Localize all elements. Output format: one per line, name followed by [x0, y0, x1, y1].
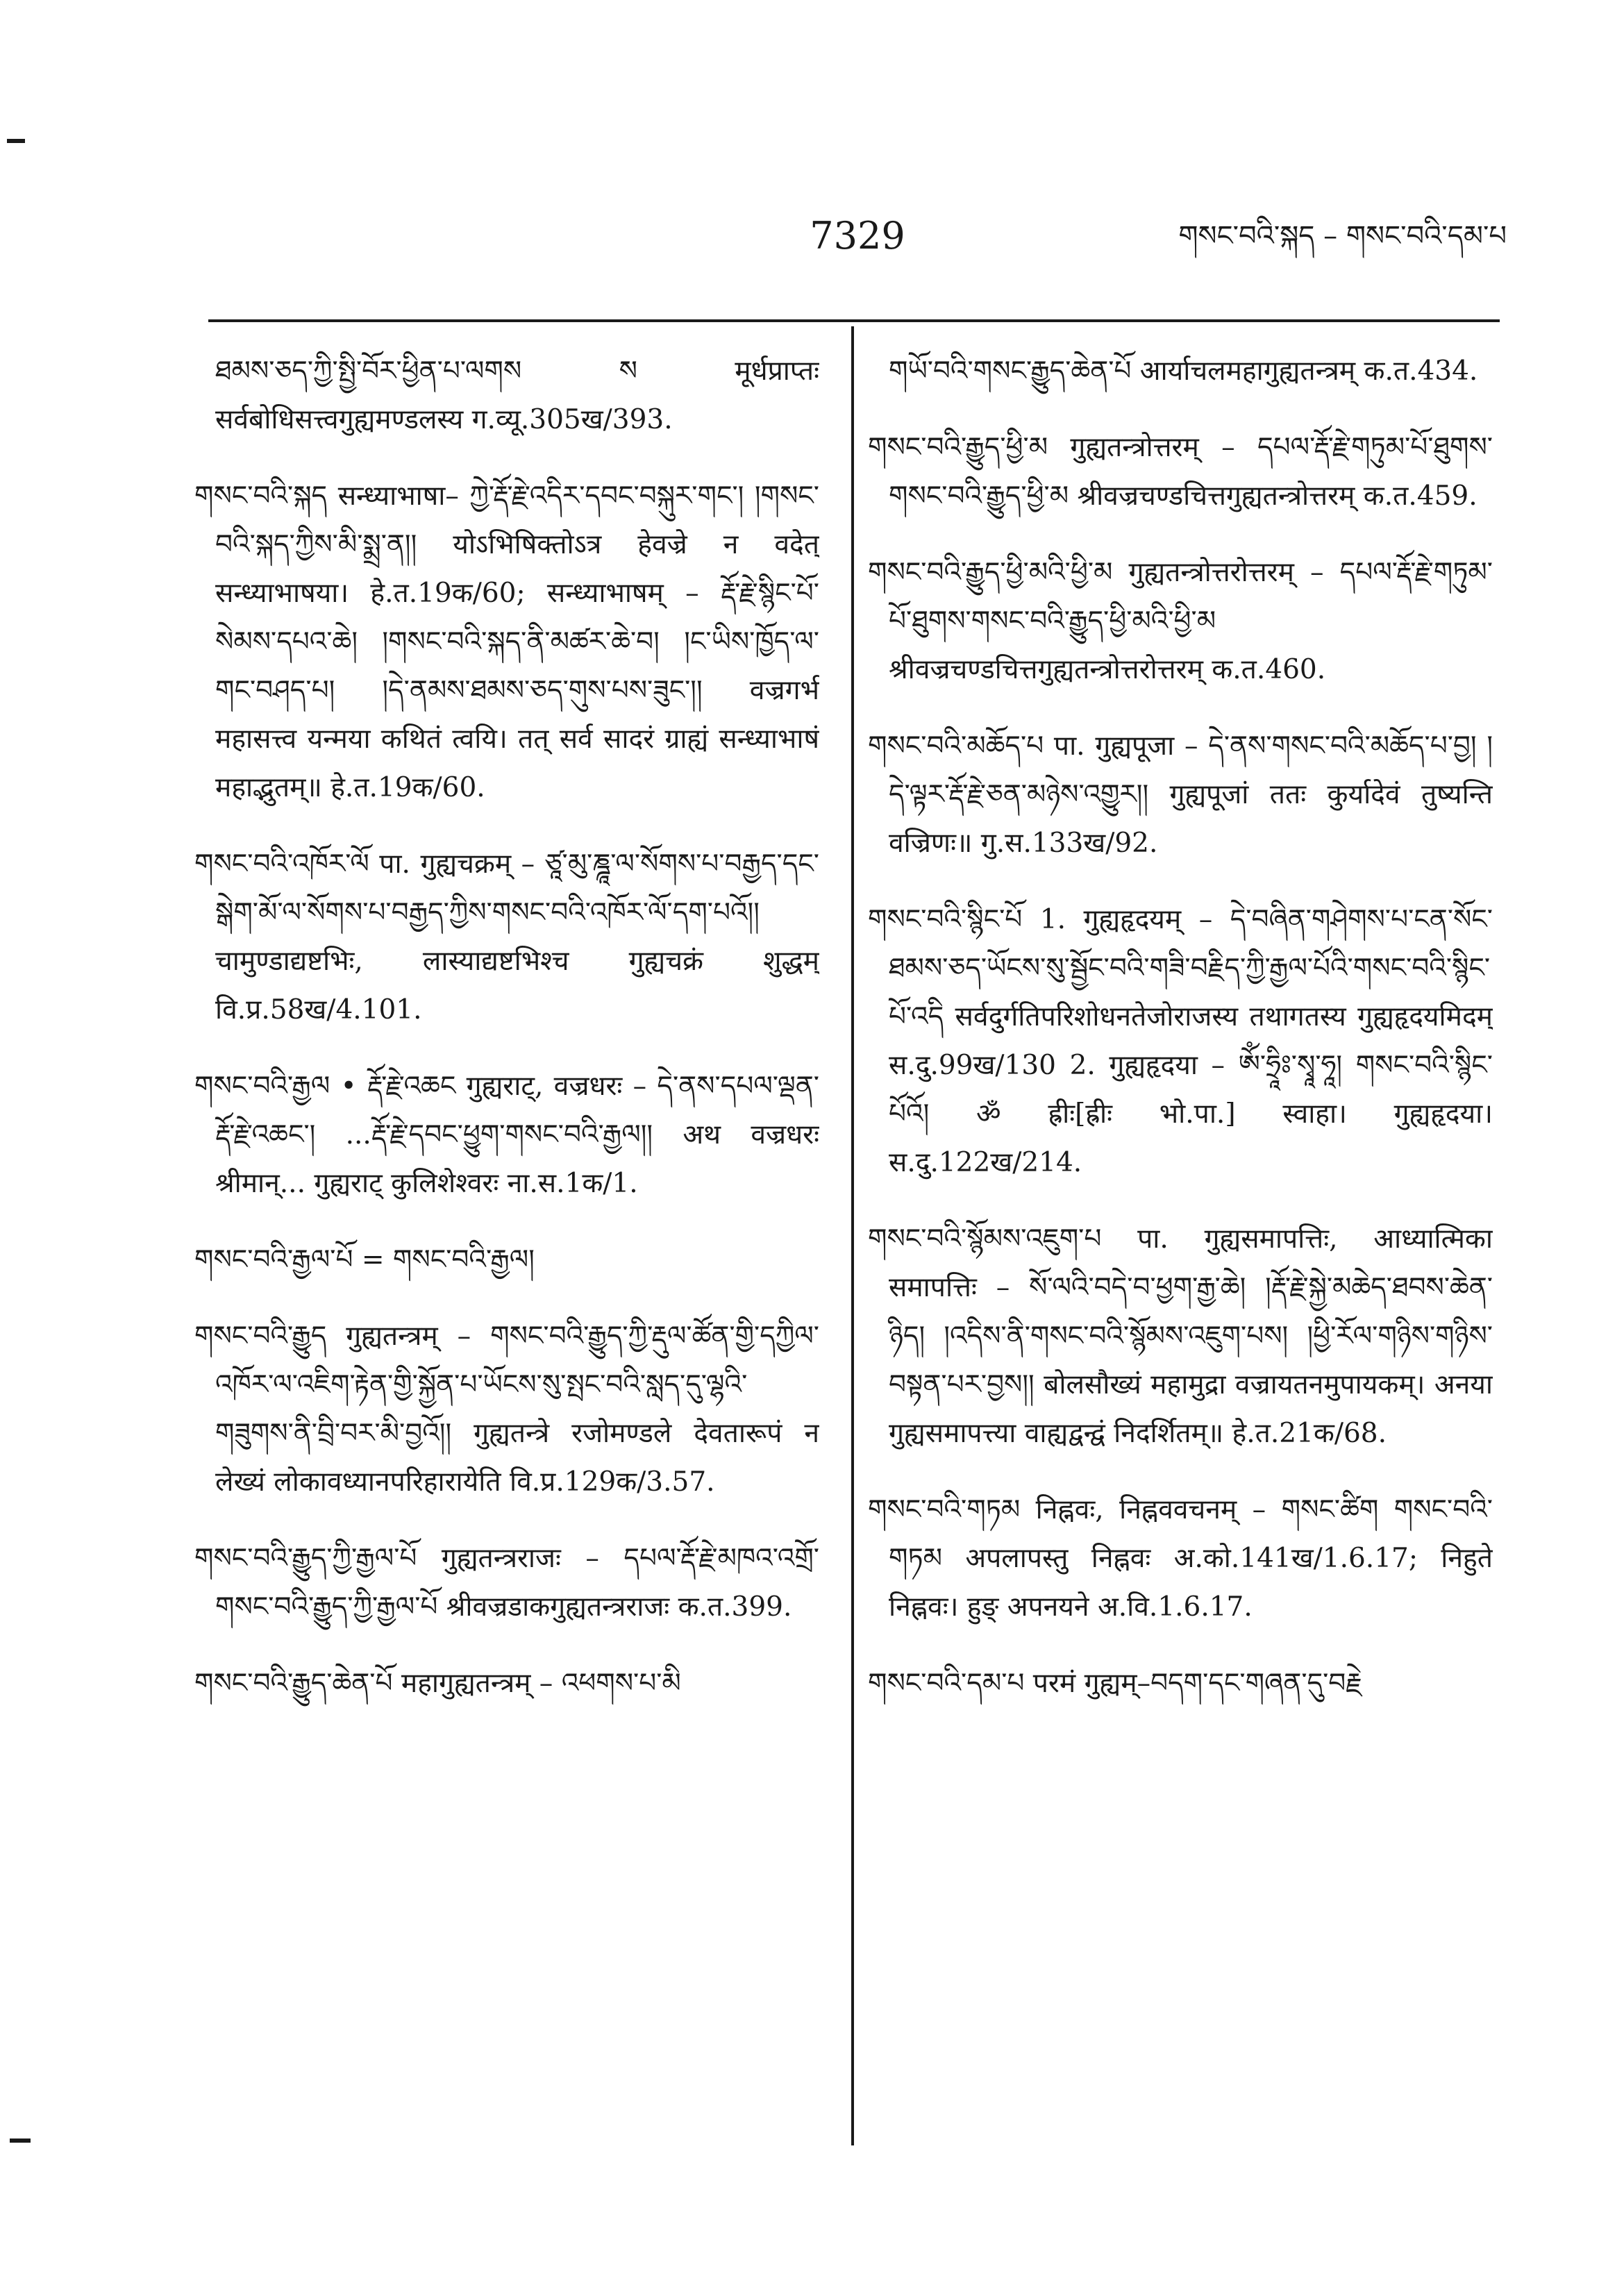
right-column: [868, 347, 1493, 2138]
dictionary-entry: ཐམས་ཅད་ཀྱི་སྤྱི་བོར་ཕྱིན་པ་ལགས ས मूर्धप्राप्तः सर्वबोधिसत्त्वगुह्यमण्डलस्य ग.व्यू.305ख/393.: [215, 355, 819, 435]
dictionary-entry: གསང་བའི་སྙོམས་འཇུག་པ पा. गुह्यसमापत्तिः, आध्यात्मिका समापत्तिः – སོ་ལའི་བདེ་བ་ཕྱག་རྒྱ་ཆེ། །རྡོ་རྗེ་སྐྱེ་མཆེད་ཐབས་ཆེན་ཉིད། །འདིས་ནི་གསང་བའི་སྙོམས་འཇུག་པས། །ཕྱི་རོལ་གཉིས་གཉིས་བསྟན་པར་བྱས།། बोलसौख्यं महामुद्रा वज्रायतनमुपायकम्। अनया गुह्यसमापत्त्या वाह्यद्वन्द्वं निदर्शितम्॥ हे.त.21क/68.: [868, 1223, 1493, 1449]
dictionary-entry: གསང་བའི་སྙིང་པོ 1. गुह्यहृदयम् – དེ་བཞིན་གཤེགས་པ་ངན་སོང་ཐམས་ཅད་ཡོངས་སུ་སྦྱོང་བའི་གཟི་བརྗིད་ཀྱི་རྒྱལ་པོའི་གསང་བའི་སྙིང་པོ་འདི सर्वदुर्गतिपरिशोधनतेजोराजस्य तथागतस्य गुह्यहृदयमिदम् स.दु.99ख/130 2. गुह्यहृदया – ཨོཾ་ཧྲཱིཿ་སྭཱ་ཧཱ། གསང་བའི་སྙིང་པོའོ། ॐ ह्रीः[ह्रीः भो.पा.] स्वाहा। गुह्यहृदया। स.दु.122ख/214.: [868, 904, 1493, 1178]
header-rule: [208, 319, 1500, 322]
dictionary-entry: གསང་བའི་འཁོར་ལོ पा. गुह्यचक्रम् – ཙཱ་མུ་ཎྜཱ་ལ་སོགས་པ་བརྒྱད་དང་སྒེག་མོ་ལ་སོགས་པ་བརྒྱད་ཀྱིས་གསང་བའི་འཁོར་ལོ་དག་པའོ།། चामुण्डाद्यष्टभिः, लास्याद्यष्टभिश्च गुह्यचक्रं शुद्धम् वि.प्र.58ख/4.101.: [194, 848, 819, 1026]
dictionary-entry: གསང་བའི་རྒྱུད गुह्यतन्त्रम् – གསང་བའི་རྒྱུད་ཀྱི་རྡུལ་ཚོན་གྱི་དཀྱིལ་འཁོར་ལ་འཇིག་རྟེན་གྱི་སྐྱོན་པ་ཡོངས་སུ་སྤང་བའི་སླད་དུ་ལྷའི་གཟུགས་ནི་བྲི་བར་མི་བྱའོ།། गुह्यतन्त्रे रजोमण्डले देवतारूपं न लेख्यं लोकावध्यानपरिहारायेति वि.प्र.129क/3.57.: [194, 1321, 819, 1498]
dictionary-entry: གསང་བའི་གཏམ निह्नवः, निह्नववचनम् – གསང་ཚིག གསང་བའི་གཏམ अपलापस्तु निह्नवः अ.को.141ख/1.6.17; निहुते निह्नवः। हुङ् अपनयने अ.वि.1.6.17.: [868, 1494, 1493, 1623]
dictionary-entry: གསང་བའི་མཆོད་པ पा. गुह्यपूजा – དེ་ནས་གསང་བའི་མཆོད་པ་བྱ། །དེ་ལྟར་རྡོ་རྗེ་ཅན་མཉེས་འགྱུར།། गुह्यपूजां ततः कुर्यादेवं तुष्यन्ति वज्रिणः॥ गु.स.133ख/92.: [868, 730, 1493, 859]
header-range: གསང་བའི་སྐད – གསང་བའི་དམ་པ: [1178, 220, 1507, 252]
dictionary-entry: གསང་བའི་རྒྱུད་ཆེན་པོ महागुह्यतन्त्रम् – འཕགས་པ་མི: [194, 1668, 681, 1699]
left-column: [194, 347, 819, 2138]
dictionary-entry: གསང་བའི་རྒྱུད་ཀྱི་རྒྱལ་པོ गुह्यतन्त्रराजः – དཔལ་རྡོ་རྗེ་མཁའ་འགྲོ་གསང་བའི་རྒྱུད་ཀྱི་རྒྱལ་པོ श्रीवज्रडाकगुह्यतन्त्रराजः क.त.399.: [194, 1543, 819, 1623]
page-number: 7329: [810, 214, 905, 258]
dictionary-entry: གསང་བའི་དམ་པ परमं गुह्यम्–བདག་དང་གཞན་དུ་བརྗེ: [868, 1668, 1363, 1699]
dictionary-entry: གསང་བའི་རྒྱུད་ཕྱི་མ गुह्यतन्त्रोत्तरम् – དཔལ་རྡོ་རྗེ་གཏུམ་པོ་ཐུགས་གསང་བའི་རྒྱུད་ཕྱི་མ श्रीवज्रचण्डचित्तगुह्यतन्त्रोत्तरम् क.त.459.: [868, 432, 1493, 512]
margin-mark: [7, 139, 25, 143]
margin-mark: [10, 2138, 31, 2143]
dictionary-entry: གསང་བའི་སྐད सन्ध्याभाषा– ཀྱེ་རྡོ་རྗེ་འདིར་དབང་བསྐུར་གང་། །གསང་བའི་སྐད་ཀྱིས་མི་སྨྲ་ན།། योऽभिषिक्तोऽत्र हेवज्रे न वदेत् सन्ध्याभाषया। हे.त.19क/60; सन्ध्याभाषम् – རྡོ་རྗེ་སྙིང་པོ་སེམས་དཔའ་ཆེ། །གསང་བའི་སྐད་ནི་མཚར་ཆེ་བ། །ང་ཡིས་ཁྱོད་ལ་གང་བཤད་པ། །དེ་ནམས་ཐམས་ཅད་གུས་པས་ཟུང་།། वज्रगर्भ महासत्त्व यन्मया कथितं त्वयि। तत् सर्व सादरं ग्राह्यं सन्ध्याभाषं महाद्भुतम्॥ हे.त.19क/60.: [194, 480, 819, 803]
dictionary-entry: གསང་བའི་རྒྱུད་ཕྱི་མའི་ཕྱི་མ गुह्यतन्त्रोत्तरोत्तरम् – དཔལ་རྡོ་རྗེ་གཏུམ་པོ་ཐུགས་གསང་བའི་རྒྱུད་ཕྱི་མའི་ཕྱི་མ श्रीवज्रचण्डचित्तगुह्यतन्त्रोत्तरोत्तरम् क.त.460.: [868, 557, 1493, 685]
column-divider: [851, 326, 854, 2145]
dictionary-entry: གསང་བའི་རྒྱལ • རྡོ་རྗེ་འཆང गुह्यराट्, वज्रधरः – དེ་ནས་དཔལ་ལྡན་རྡོ་རྗེ་འཆང་། ...རྡོ་རྗེ་དབང་ཕྱུག་གསང་བའི་རྒྱལ།། अथ वज्रधरः श्रीमान्... गुह्यराट् कुलिशेश्वरः ना.स.1क/1.: [194, 1071, 819, 1199]
dictionary-entry: གསང་བའི་རྒྱལ་པོ = གསང་བའི་རྒྱལ།: [194, 1244, 535, 1275]
dictionary-entry: གཡོ་བའི་གསང་རྒྱུད་ཆེན་པོ आर्याचलमहागुह्यतन्त्रम् क.त.434.: [889, 355, 1478, 387]
